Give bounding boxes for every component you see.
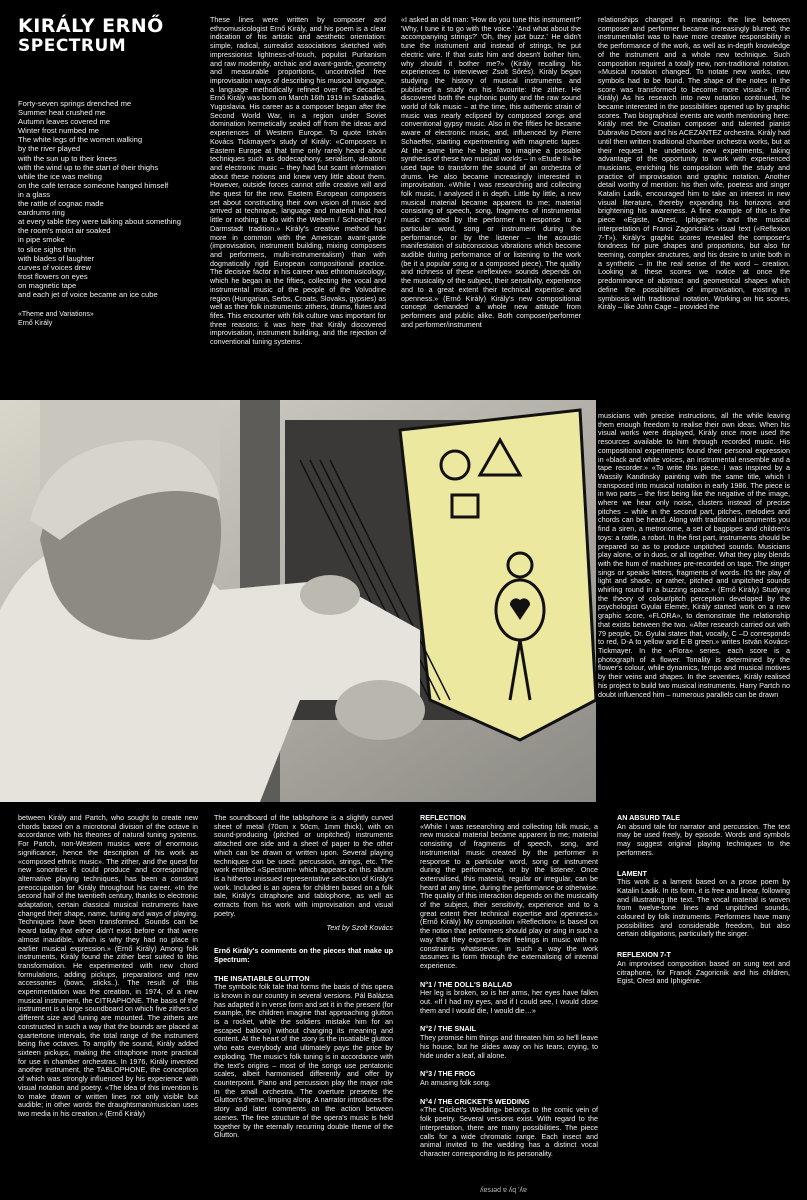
poem-line: with the sun up to their knees: [18, 153, 117, 163]
text-credit: Text by Szolt Kovács: [326, 923, 393, 933]
doll-heading: N°1 / THE DOLL'S BALLAD: [420, 979, 513, 989]
album-title: [18, 16, 164, 56]
essay-column-5: [598, 412, 790, 699]
essay-column-6: [18, 814, 198, 1119]
essay-text-7: The soundboard of the tablophone is a slightly curved sheet of metal (70cm x 50cm, 1mm thick), with on sound-producing (pitched or unpitched) instruments attached one side and a sheet of paper to the other which can be drawn or written upon. Several playing techniques can be used: percussion, strings, etc. The work entitled «Spectrum» which appears on this album is a hitherto unissued representative selection of Király's work. Included is an opera for children based on a folk tale, Király's citraphone and tablophone, as well as extracts from his work with improvisation and visual poetry.: [214, 813, 393, 918]
poem-line: in a glass: [18, 189, 51, 199]
photo-kiraly-tablophone: [0, 400, 596, 802]
essay-column-9: [617, 814, 790, 986]
title-line-1: KIRÁLY ERNŐ: [18, 15, 164, 37]
essay-text-5: musicians with precise instructions, all the while leaving them enough freedom to realise their own ideas. When his visual works were displayed, Király once more used the resources available to him through recorded music. His compositional experiments found their personal expression in «black and white voices, an instrumental ensemble and a tape recorder.» «To write this piece, I was inspired by a Wassily Kandinsky painting with the same title, which I transposed into musical notation in early 1986. The piece is in two parts – the first being like the negative of the image, where we hear only noise, clusters instead of precise pitches – while in the second part, pitches, melodies and chords can be heard. Along with traditional instruments you find a siren, a metronome, a set of bagpipes and children's toys: a rattle, a robot. In the first part, instruments should be prepared so as to produce unpitched sounds. Musicians play alone, or in duos, or all together. What they play blends with the hum of machines pre-recorded on tape. The singer sings or speaks letters, fragments of words. It's the play of light and shade, or rather, pitched and unpitched sounds whirling round in a buzzing space.» (Ernő Király) Studying the theory of colour/pitch perception developed by the psychologist Gyulai Elemér, Király started work on a new graphic score, «FLORA», to demonstrate the relationship that exists between the two. «After research carried out with 79 people, Dr. Gyulai states that, vocally, C –D corresponds to red, D-A to yellow and E-B green.» writes István Kovács-Tickmayer. In the «Flora» series, each score is a photograph of a flower. Tonality is determined by the flower's colour, while dynamics, tempo and musical motives by their veins and shapes. In the seventies, Király realised his project to build two musical instruments. Harry Partch no doubt influenced him – numerous parallels can be drawn: [598, 411, 790, 699]
poem-line: with blades of laughter: [18, 253, 94, 263]
glutton-text: The symbolic folk tale that forms the basis of this opera is known in our country in several versions. Pál Balázsa has adapted it in verse form and set it in the present (for example, the children imagine that approaching glutton is a rocket, while the soldiers mistake him for an escaped balloon) without changing its meaning and content. At the heart of the story is the insatiable glutton who eats everybody and ultimately pays the price by exploding. The music's folk tuning is in accordance with the text's origins – most of the songs use pentatonic scales, albeit harmonised differently and offer by counterpoint. Piano and percussion play the major role in the small orchestra. The overture presents the Glutton's theme, limping along. A narrator introduces the story and later comments on the action between scenes. The free structure of the opera's music is held together by the eternally recurring double theme of the Glutton.: [214, 982, 393, 1140]
poem-line: at every table they were talking about something: [18, 217, 181, 227]
essay-column-3: [401, 16, 581, 329]
cricket-heading: N°4 / THE CRICKET'S WEDDING: [420, 1096, 530, 1106]
essay-column-8: [420, 814, 598, 1159]
reflexion7-heading: REFLEXION 7-T: [617, 950, 671, 960]
comments-heading: Ernő Király's comments on the pieces that make up Spectrum:: [214, 946, 393, 964]
frog-heading: N°3 / THE FROG: [420, 1069, 476, 1079]
poem-line: by the river played: [18, 144, 81, 154]
essay-column-2: [210, 16, 386, 347]
doll-text: Her leg is broken, so is her arms, her eyes have fallen out. «If I had my eyes, and if I could see, I would close them and I would die, I would die…»: [420, 988, 598, 1015]
poem-line: to slice sighs thin: [18, 244, 76, 254]
poem-lines: [18, 99, 198, 299]
poem-source-author: Ernő Király: [18, 319, 53, 327]
poem-line: Autumn leaves covered me: [18, 117, 111, 127]
poem-line: the room's moist air soaked: [18, 226, 111, 236]
reflection-text: «While I was researching and collecting folk music, a new musical material became apparent to me; material consisting of fragments of speech, song, and instrumental music created by the performer in response to a particular word, song or instrument during the performance, or by the listener. Once externalised, this material, regular or irregular, can be heard at any time, during the performance or otherwise. The quality of this interaction depends on the musicality of the subject, their sensitivity, experience and to a great extent their technical expertise and openness.» (Ernő Király) My composition «Reflection» is based on the notion that performers should play or sing in such a way that they express their feelings in music with no constraints whatsoever, in such a way the work assumes its form through the externalising of internal experience.: [420, 821, 598, 970]
reflection-heading: REFLECTION: [420, 813, 466, 822]
poem-line: frost flowers on eyes: [18, 271, 88, 281]
photo-illustration: [0, 400, 596, 802]
poem-line: eardrums ring: [18, 208, 65, 218]
poem-line: Summer heat crushed me: [18, 108, 106, 118]
poem-line: The white legs of the women walking: [18, 135, 143, 145]
absurd-text: An absurd tale for narrator and percussion. The text may be used freely, by episode. Words and symbols may suggest original playing techniques to the performers.: [617, 821, 790, 857]
cricket-text: «The Cricket's Wedding» belongs to the comic vein of folk poetry. Several versions exist. With regard to the interpretation, there are many possibilities. The piece calls for a wide chromatic range. Each insect and animal invited to the wedding has a distinct vocal character corresponding to its personality.: [420, 1105, 598, 1158]
poem-line: and each jet of voice became an ice cube: [18, 289, 158, 299]
poem-source: [18, 311, 198, 328]
essay-text-3: «I asked an old man: 'How do you tune this instrument?' 'Why, I tune it to go with the voice.' 'And what about the accompanying strings?' 'Oh, they just buzz.' He didn't tune the instrument and instead of strings, he put electric wire. If that suits him and doesn't bother him, why should it bother me?» (Király recalling his experiences to interviewer Zsolt Sőrés). Király began studying the history of musical instruments and published a study on his favourite: the zither. He discovered both the euphonic purity and the raw sound world of folk music – at the time, this authentic strain of music was nearly eclipsed by composed songs and conventional gypsy music. Also in the fifties he became aware of electronic music, and, influenced by Pierre Schaeffer, starting experimenting with magnetic tapes. At the same time he began to imagine a possible synthesis of these two musical worlds – in «Etude II» he used tape to transform the sound of an orchestra of drums. He also became increasingly interested in improvisation. «While I was researching and collecting folk music, I analysed it in depth. Little by little, a new musical material became apparent to me; material consisting of speech, song, fragments of instrumental music created by the performer in response to a particular word, song or instrument during the performance, or by the listener – the acoustic manifestation of subconscious vibrations which become audible during performance of or listening to the work (be it a popular song or a composed piece). The quality and richness of these «reflexive» sounds depends on the musicality of the subject, their sensitivity, experience and to a great extent their technical expertise and openness.» (Ernő Király) Király's new compositional concept demanded a whole new attitude from performers and public alike. Both composer/performer and performer/instrument: [401, 15, 581, 329]
poem-line: the rattle of cognac made: [18, 199, 104, 209]
essay-text-2: These lines were written by composer and ethnomusicologist Ernő Király, and his poem is a clear indication of his artistic and aesthetic orientation: simple, radical, surrealist associations sketched with impressionist lightness-of-touch, populist Puritanism and raw modernity, archaic and avant-garde, geometry and measurable proportions, uncontrolled free improvisation ways of describing his musical language, a language methodically refined over the decades. Ernő Király was born on March 16th 1919 in Szabadka, Yugoslavia. His career as a composer began after the Second World War, in a region under Soviet domination hermetically sealed off from the ideas and experiences of Western Europe. To quote István Kovács Tickmayer's study of Király: «Composers in Eastern Europe at that time only rarely heard about techniques such as dodecaphony, serialism, aleatoric and electronic music – they had but scant information about these notions and knew very little about them. However, outside forces cannot stifle creative will and the quest for the new. Eastern European composers set about constructing their own vision of music and arrived at technique, language and material that had little or nothing to do with the Webern / Schoenberg / Darmstadt tradition.» Király's creative method has more in common with the American avant-garde (improvisation, instrument building, mixing composers and performers, multi-instrumentalism) than with dogmatically rigid European compositional practice. The decisive factor in his career was ethnomusicology, which he began in the fifties, collecting the vocal and instrumental music of the people of the Volvodine region (Hungarian, Serbs, Croats, Slovaks, gypsies) as well as their folk instruments: zithers, drums, flutes and fifes. This encounter with folk culture was important for three reasons: it was here that Király discovered improvisation, instrument building, and the rejection of conventional tuning systems.: [210, 15, 386, 347]
lament-heading: LAMENT: [617, 868, 647, 878]
poem: [18, 99, 198, 328]
title-line-2: SPECTRUM: [18, 36, 127, 56]
poem-line: Winter frost numbed me: [18, 126, 100, 136]
snail-text: They promise him things and threaten him so he'll leave his house, but he slides away on his tears, crying, to hide under a leaf, all alone.: [420, 1033, 598, 1060]
lament-text: This work is a lament based on a prose poem by Katalin Ladik. In its form, it is free and linear, following and illustrating the text. The vocal material is woven from twelve-tone lines and unpitched sounds, coloured by folk instruments. Performers have many possibilities and considerable freedom, but also certain obligations, particularly the singer.: [617, 877, 790, 939]
absurd-heading: AN ABSURD TALE: [617, 813, 681, 822]
snail-heading: N°2 / THE SNAIL: [420, 1024, 476, 1034]
poem-line: Forty-seven springs drenched me: [18, 99, 132, 108]
essay-column-4: [598, 16, 790, 312]
poem-line: in pipe smoke: [18, 235, 65, 245]
poem-source-title: «Theme and Variations»: [18, 311, 94, 319]
poem-line: with the wind up to the start of their thighs: [18, 162, 159, 172]
poem-line: while the ice was melting: [18, 171, 102, 181]
essay-text-6: between Király and Partch, who sought to create new chords based on a microtonal division of the octave in accordance with his theories of natural tuning systems. For Partch, non-Western musics were of enormous significance, hence the description of his work as «composed ethnic music». The zither, and the quest for new sonorities it could produce and corresponding alternative playing techniques, has been a constant preoccupation for Király throughout his career. «In the second half of the twentieth century, thanks to electronic adaptation, certain classical musical instruments have changed their shape, name, tuning and ways of playing. Techniques have been transformed. Sounds can be heard today that either didn't exist before or that were almost inaudible, which is why they had no place in earlier musical expression.» (Ernő Király) Among folk instruments, Király found the zither best suited to this transformation. He experimented with new chord formulations, adding pickups, preparations and new accessories (bows, sticks..). The result of this experimentation was the creation, in 1974, of a new musical instrument, the CITRAPHONE. The basis of the instrument is a large soundboard on which five zithers of different size and tuning are mounted. The zithers are constructed in such a way that the bounds are placed at quartertone intervals, the total range of the instrument being five octaves. To amplify the sound, Király added sixteen pickups, making the citraphone more practical for use in chamber orchestras. In 1976, Király invented another instrument, the TABLOPHONE, the conception of which was strongly influenced by his experience with visual notation and poetry. «The idea of this invention is to make drawn or written lines not only visible but audible; in other words the draughtsman/musician uses two media in his creation.» (Ernő Király): [18, 813, 198, 1118]
poem-line: curves of voices drew: [18, 262, 92, 272]
footer-fragment: ʎɐsɹǝd ɐ ʎq 'ʎɐ: [480, 1187, 527, 1194]
essay-column-7: [214, 814, 393, 1140]
poem-line: on the café terrace someone hanged himself: [18, 180, 169, 190]
poem-line: on magnetic tape: [18, 280, 77, 290]
frog-text: An amusing folk song.: [420, 1077, 491, 1087]
reflexion7-text: An improvised composition based on sung text and citraphone, for Franck Zagoricnik and his children, Egist, Orest and Iphigénie.: [617, 958, 790, 986]
glutton-heading: THE INSATIABLE GLUTTON: [214, 973, 310, 983]
essay-text-4: relationships changed in meaning: the line between composer and performer became increasingly blurred; the instrumentalist was to have more creative responsibility in the performance of the work, as well as in-depth knowledge of the instrument and a whole new technique. Such composition required a totally new, non-traditional notation. «Musical notation changed. To notate new works, new symbols had to be found. The shape of the notes in the score was transformed to become more visual.» (Ernő Király) As his research into new notation continued, he became interested in the possibilities opened up by graphic scores. Two biographical events are worth mentioning here: Király met the Croatian composer and talented pianist Dubravko Detoni and his ACEZANTEZ orchestra. Király had until then written traditional chamber orchestra works, but at their request he undertook new experiments, taking advantage of the opportunity to work with experienced musicians, enriching his composition with the study and practice of improvisation and graphic notation. Another detail worthy of mention: his then wife, poetess and singer Katalin Ladik, encouraged him to take an interest in new visual literature, thereby expanding his horizons and brightening his awareness. A fine example of this is the piece «Egiste, Orest, Iphigenie» and the musical interpretation of Franci Zagoricnik's visual text («Reflexion 7-T»). Király's graphic scores revealed the composer's fondness for pure shapes and proportions, but also for teeming, complex structures, and his desire to unite both in a synthetic – in the real sense of the word – creation. Looking at these scores we notice at once the predominance of abstract and geometrical shapes which define the possibilities of improvisation, existing in symbiosis with traditional notation. Working on his scores, Király – like John Cage – provided the: [598, 15, 790, 312]
